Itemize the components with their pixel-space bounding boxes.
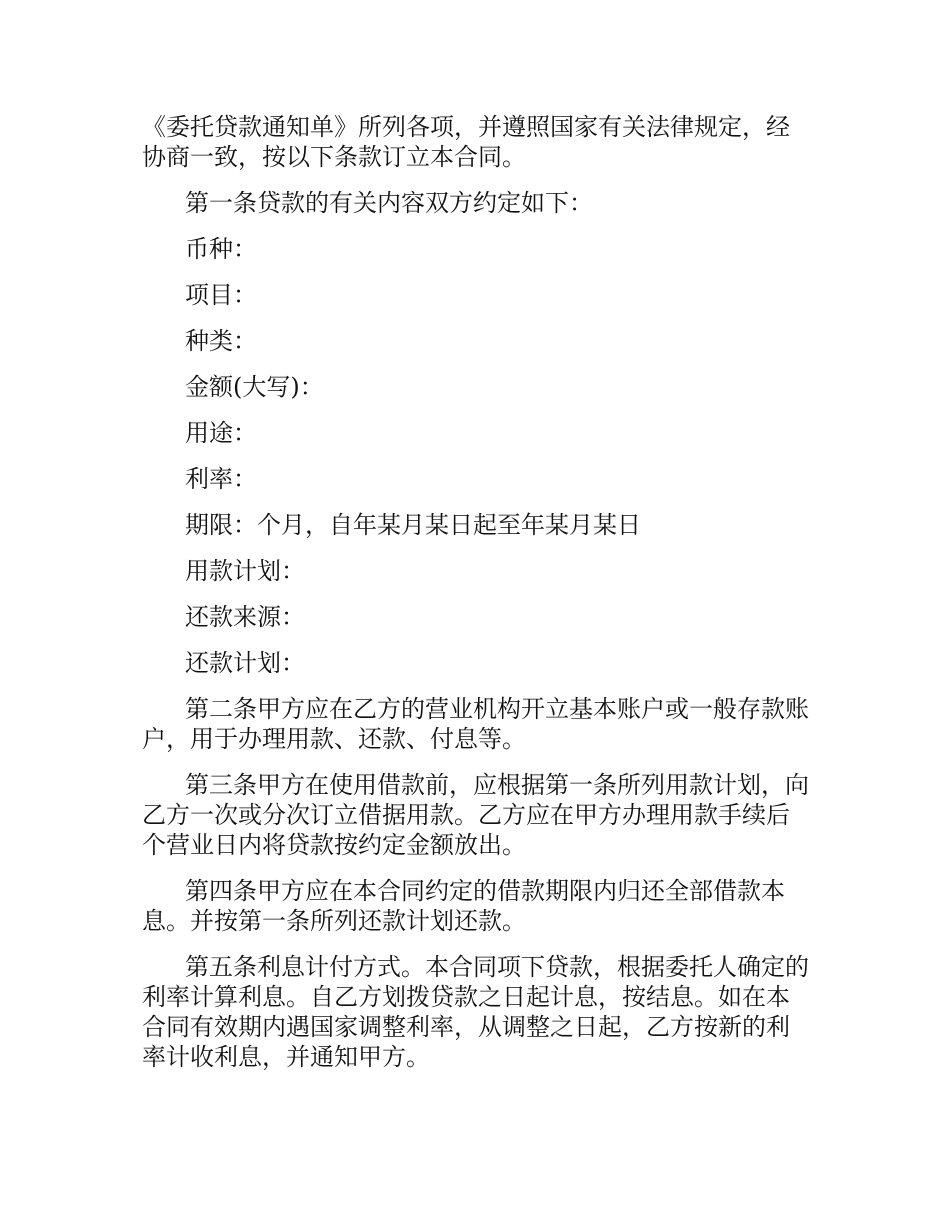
article-5-paragraph: 第五条利息计付方式。本合同项下贷款，根据委托人确定的利率计算利息。自乙方划拨贷款之日起计息，按结息。如在本合同有效期内遇国家调整利率，从调整之日起，乙方按新的利率计收利息，并通知甲方。 [142,953,809,1071]
document-page [142,112,812,1072]
article-3-paragraph: 第三条甲方在使用借款前，应根据第一条所列用款计划，向乙方一次或分次订立借据用款。乙方应在甲方办理用款手续后个营业日内将贷款按约定金额放出。 [142,771,809,859]
field-purpose: 用途： [185,419,257,447]
article-4-paragraph: 第四条甲方应在本合同约定的借款期限内归还全部借款本息。并按第一条所列还款计划还款。 [142,877,785,935]
intro-paragraph: 《委托贷款通知单》所列各项，并遵照国家有关法律规定，经协商一致，按以下条款订立本合同。 [142,113,790,171]
field-interest-rate: 利率： [185,465,257,493]
article-2-paragraph: 第二条甲方应在乙方的营业机构开立基本账户或一般存款账户，用于办理用款、还款、付息等。 [142,695,809,753]
field-repayment-source: 还款来源： [185,603,305,631]
field-usage-plan: 用款计划： [185,557,305,585]
field-project: 项目： [185,281,257,309]
article-1-heading: 第一条贷款的有关内容双方约定如下： [185,189,593,217]
field-repayment-plan: 还款计划： [185,649,305,677]
field-type: 种类： [185,327,257,355]
field-amount: 金额(大写)： [185,373,324,401]
field-term: 期限：个月，自年某月某日起至年某月某日 [185,511,641,539]
field-currency: 币种： [185,235,257,263]
